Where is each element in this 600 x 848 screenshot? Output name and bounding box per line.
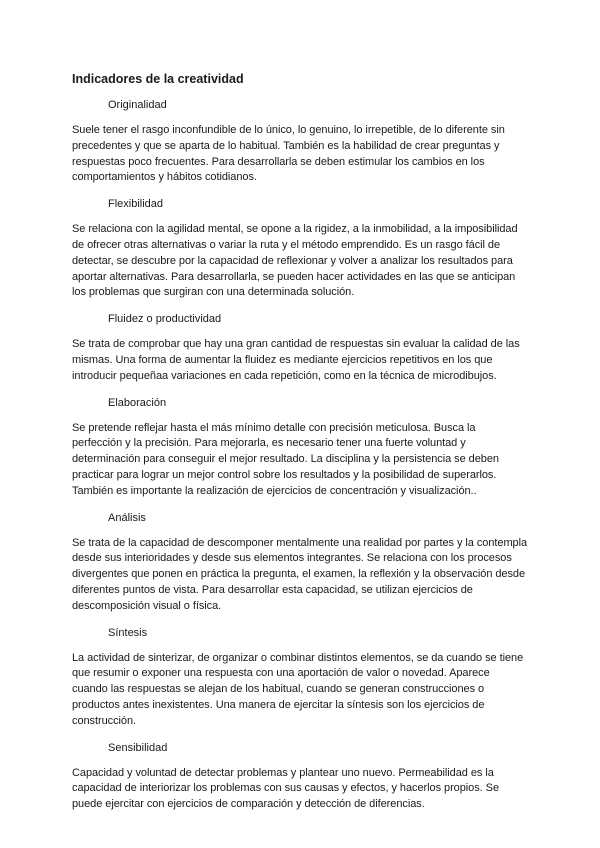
section-body-elaboracion: Se pretende reflejar hasta el más mínimo detalle con precisión meticulosa. Busca la perfección y la precisión. Para mejorarla, es necesario tener una fuerte voluntad y determinación para conseguir el mejor resultado. La disciplina y la persistencia se deben practicar para lograr un mejor control sobre los resultados y la posibilidad de superarlos. También es importante la realización de ejercicios de concentración y visualización.. — [72, 421, 499, 497]
section-heading-sensibilidad: Sensibilidad — [108, 741, 168, 754]
section-body-originalidad: Suele tener el rasgo inconfundible de lo único, lo genuino, lo irrepetible, de lo diferente sin precedentes y que se aparta de lo habitual. También es la habilidad de crear preguntas y respuestas poco frecuentes. Para desarrollarla se deben estimular los cambios en los comportamientos y hábitos cotidianos. — [72, 124, 505, 184]
document-content — [72, 69, 528, 813]
section-body-sensibilidad: Capacidad y voluntad de detectar problemas y plantear uno nuevo. Permeabilidad es la capacidad de interiorizar los problemas con sus causas y efectos, y hacerlos propios. Se puede ejercitar con ejercicios de comparación y detección de diferencias. — [72, 766, 499, 811]
section-body-sintesis: La actividad de sinterizar, de organizar o combinar distintos elementos, se da cuando se tiene que resumir o exponer una respuesta con una aportación de valor o novedad. Aparece cuando las respuestas se alejan de los habitual, cuando se generan construcciones o productos antes inexistentes. Una manera de ejercitar la síntesis son los ejercicios de construcción. — [72, 651, 524, 727]
section-heading-analisis: Análisis — [108, 511, 146, 524]
section-heading-sintesis: Síntesis — [108, 626, 148, 639]
section-body-fluidez: Se trata de comprobar que hay una gran cantidad de respuestas sin evaluar la calidad de las mismas. Una forma de aumentar la fluidez es mediante ejercicios repetitivos en los que introducir pequeñaa variaciones en cada repetición, como en la técnica de microdibujos. — [72, 338, 520, 382]
section-heading-fluidez: Fluidez o productividad — [108, 313, 222, 326]
section-body-flexibilidad: Se relaciona con la agilidad mental, se opone a la rigidez, a la inmobilidad, a la imposibilidad de ofrecer otras alternativas o variar la ruta y el método emprendido. Es un rasgo fácil de detectar, se descubre por la capacidad de reflexionar y volver a analizar los resultados para aportar alternativas. Para desarrollarla, se pueden hacer actividades en las que se anticipan los problemas que surgiran con una determinada solución. — [72, 223, 518, 299]
section-body-analisis: Se trata de la capacidad de descomponer mentalmente una realidad por partes y la contempla desde sus interioridades y desde sus elementos integrantes. Se relaciona con los procesos divergentes que ponen en práctica la pregunta, el examen, la reflexión y la observación desde diferentes puntos de vista. Para desarrollar esta capacidad, se utilizan ejercicios de descomposición visual o física. — [72, 536, 528, 612]
document-title: Indicadores de la creatividad — [72, 72, 244, 86]
section-heading-flexibilidad: Flexibilidad — [108, 198, 164, 211]
section-heading-originalidad: Originalidad — [108, 99, 167, 111]
section-heading-elaboracion: Elaboración — [108, 396, 167, 409]
